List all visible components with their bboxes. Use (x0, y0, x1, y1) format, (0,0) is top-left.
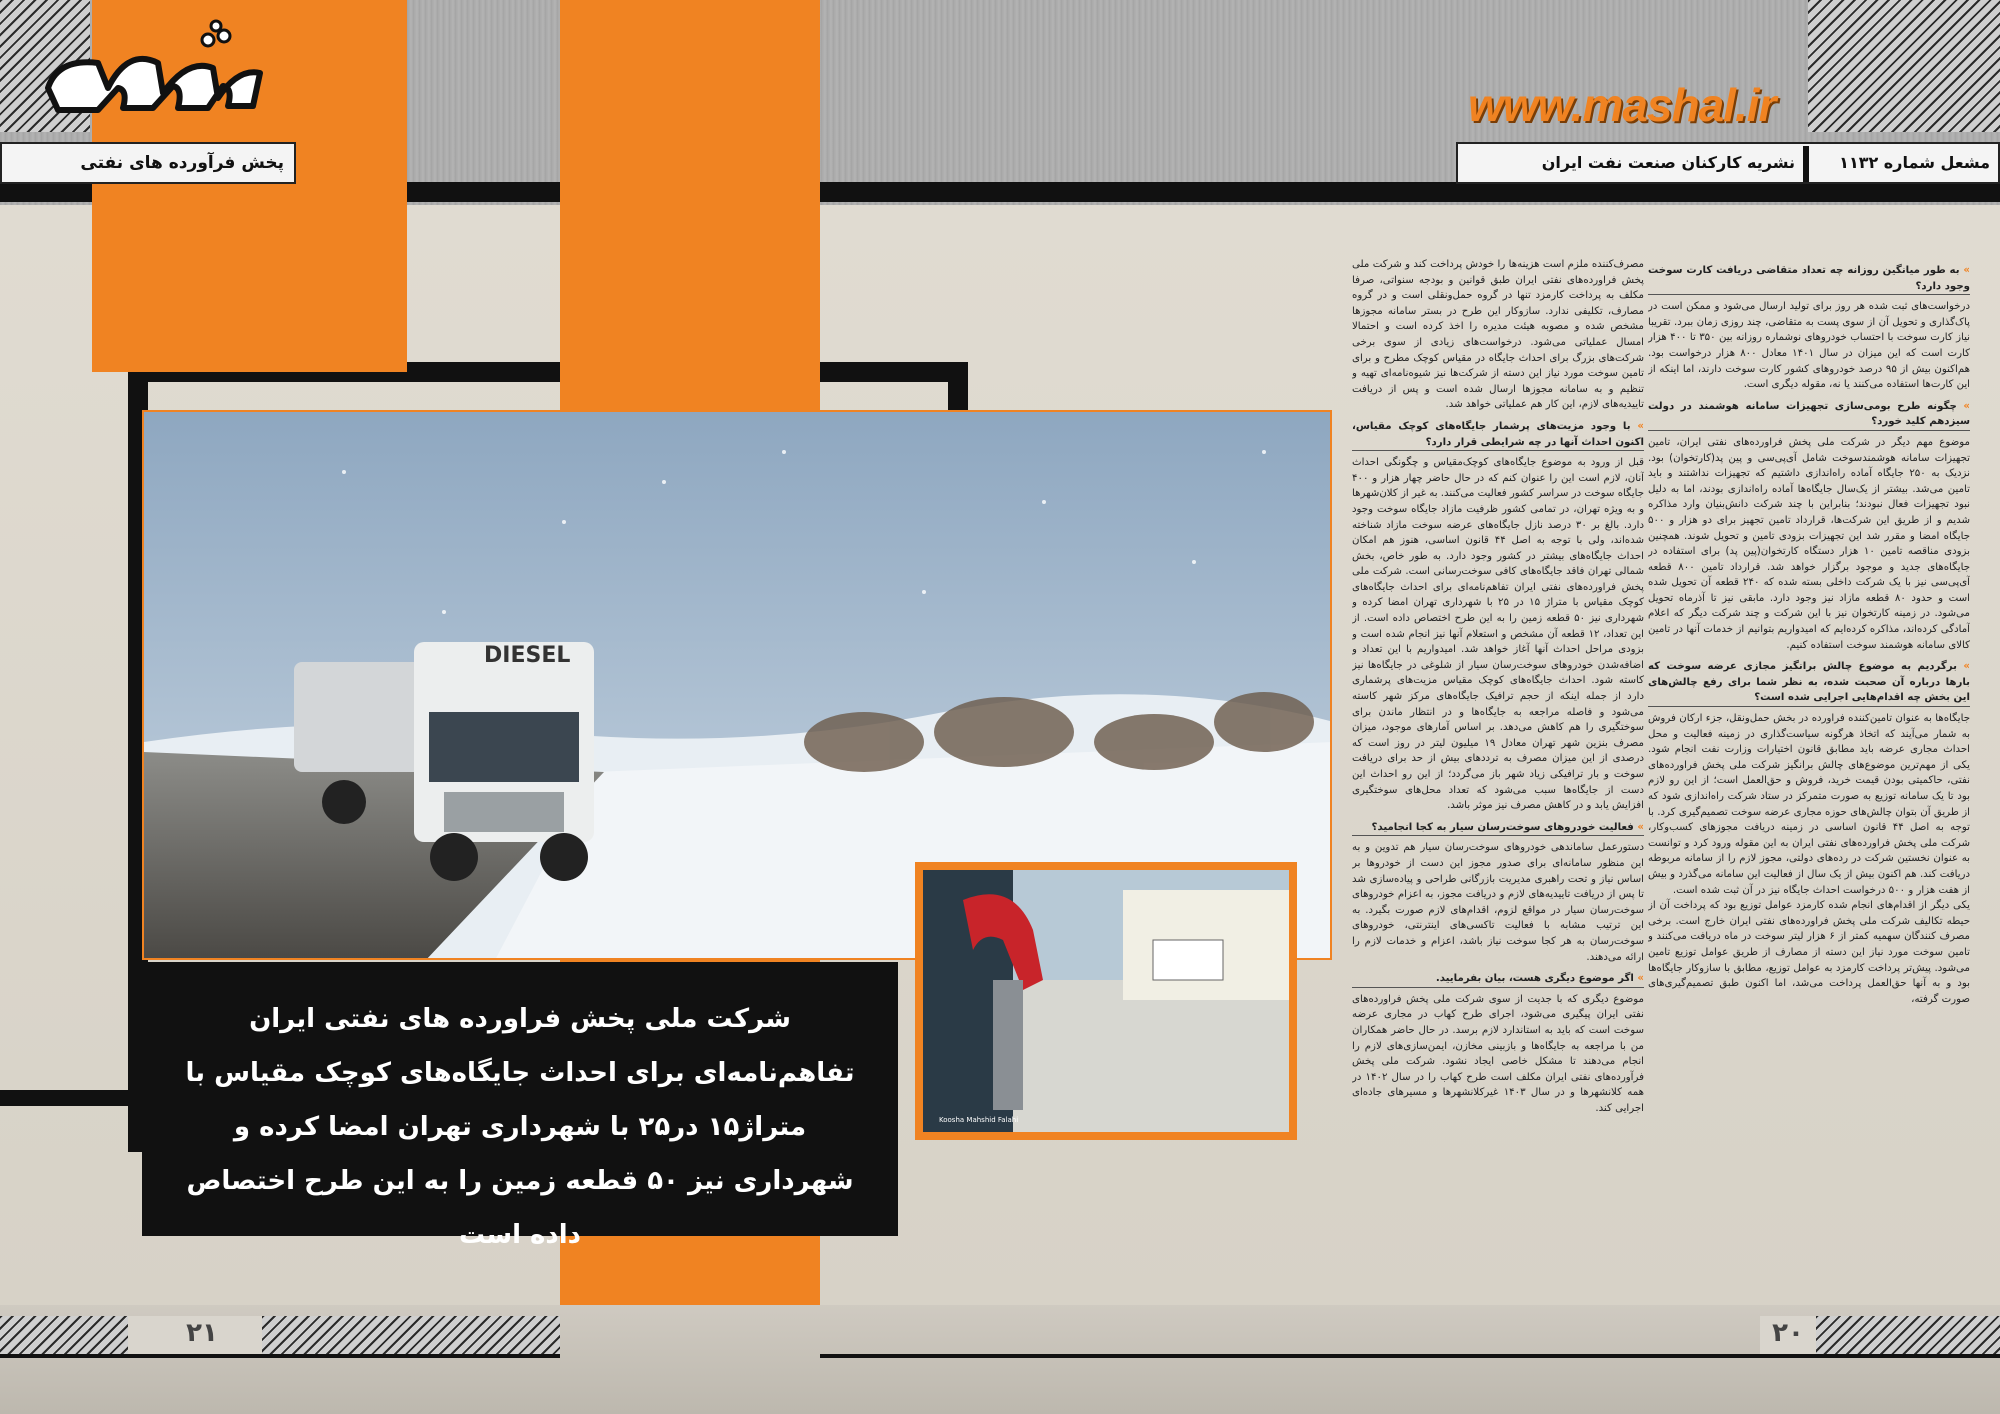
left-a0: مصرف‌کننده ملزم است هزینه‌ها را خودش پرداخت کند و شرکت ملی پخش فراورده‌های نفتی ایران طبق قوانین و بودجه سنواتی، صرفا مکلف به پرداخت کارمزد تنها در گروه حمل‌ونقلی است و در گروه مصارف، تکلیفی ندارد. سازوکار این طرح در بستر سامانه مجوزها مشخص شده و مصوبه هیئت مدیره را اخذ کرده است و احتمالا امسال عملیاتی می‌شود. درخواست‌های زیادی از سوی برخی شرکت‌های بزرگ برای احداث جایگاه در مقیاس کوچک مطرح و برای تامین سوخت مورد نیاز این دسته از شرکت‌ها نیز شیوه‌نامه‌ای تهیه و تنظیم و به سامانه مجوزها ارسال شده است و پس از دریافت تاییدیه‌های لازم، این کار هم عملیاتی خواهد شد. (1352, 259, 1644, 411)
issue-number: مشعل شماره ۱۱۳۲ (1839, 153, 1990, 172)
issue-divider (1803, 146, 1809, 182)
right-q1: » به طور میانگین روزانه چه تعداد متقاضی دریافت کارت سوخت وجود دارد؟ (1648, 263, 1970, 295)
left-q3: » اگر موضوع دیگری هست، بیان بفرمایید. (1352, 971, 1644, 988)
bottom-rule-right (820, 1354, 2000, 1358)
right-a1: درخواست‌های ثبت شده هر روز برای تولید ارسال می‌شود و ممکن است در پاک‌گذاری و تحویل آن از سوی پست به متقاضی، چند روزی زمان ببرد. تقریبا نیاز کارت سوخت با احتساب خودروهای نوشماره روزانه بین ۳۵۰ تا ۴۰۰ هزار کارت است که این میزان در سال ۱۴۰۱ معادل ۸۰۰ هزار درخواست بود. هم‌اکنون بیش از ۹۵ درصد خودروهای کشور کارت سوخت دارند، اما اینکه از این کارت‌ها استفاده می‌کنند یا نه، مقوله دیگری است. (1648, 301, 1970, 391)
left-q1: » با وجود مزیت‌های پرشمار جایگاه‌های کوچک مقیاس، اکنون احداث آنها در چه شرایطی قرار دارد؟ (1352, 419, 1644, 451)
right-q2: » چگونه طرح بومی‌سازی تجهیزات سامانه هوشمند در دولت سیزدهم کلید خورد؟ (1648, 399, 1970, 431)
left-a3: موضوع دیگری که با جدیت از سوی شرکت ملی پخش فراورده‌های نفتی ایران پیگیری می‌شود، اجرای طرح کهاب در مجاری عرضه سوخت است که باید به استاندارد لازم برسد. در حال حاضر همکاران من با مراجعه به جایگاه‌ها و بازبینی مخازن، ایمن‌سازی‌های لازم را انجام می‌دهند تا مشکل خاصی ایجاد نشود. شرکت ملی پخش فرآورده‌های نفتی ایران مکلف است طرح کهاب را در سال ۱۴۰۲ در همه کلانشهرها و در سال ۱۴۰۳ غیرکلانشهرها و مسیرهای جاده‌ای اجرایی کند. (1352, 993, 1644, 1114)
truck-label: DIESEL (484, 643, 571, 668)
bottom-hatch-left (0, 1316, 128, 1354)
bottom-rule-left (0, 1354, 560, 1358)
fuel-nozzle-icon (923, 870, 1289, 1132)
right-a4: یکی دیگر از اقدام‌های انجام شده کارمزد عوامل توزیع بود که پرداخت آن از حیطه تکالیف شرکت ملی پخش فراورده‌های نفتی ایران خارج است. برخی مصرف کنندگان سهمیه کمتر از ۶ هزار لیتر سوخت در ماه دریافت می‌کنند و تامین سوخت مورد نیاز این دسته از مصارف از طریق عوامل توزیع تامین می‌شود. پیش‌تر پرداخت کارمزد به عوامل توزیع، مطابق با سازوکار جایگاه‌ها بود و به آنها حق‌العمل پرداخت می‌شد، اما اکنون طبق تصمیم‌گیری‌های صورت گرفته، (1648, 900, 1970, 1005)
publication-name: نشریه کارکنان صنعت نفت ایران (1541, 153, 1795, 172)
left-page-text-column (1352, 257, 1644, 1267)
headline-text: شرکت ملی پخش فراورده های نفتی ایران تفاهم‌نامه‌ای برای احداث جایگاه‌های کوچک مقیاس با متراژ۱۵ در۲۵ با شهرداری تهران امضا کرده و شهرداری نیز ۵۰ قطعه زمین را به این طرح اختصاص داده است (185, 1004, 855, 1250)
top-hatch-right (1808, 0, 2000, 132)
page-number-left: ۲۱ (186, 1318, 218, 1348)
right-page-text-column (1648, 257, 1970, 1267)
mashal-logo (38, 18, 268, 118)
frame-bar-bottom (0, 1090, 148, 1106)
mashal-logo-icon (38, 18, 268, 118)
fuel-nozzle-photo (915, 862, 1297, 1140)
left-a1: قبل از ورود به موضوع جایگاه‌های کوچک‌مقیاس و چگونگی احداث آنان، لازم است این را عنوان کنم که در حال حاضر چهار هزار و ۴۰۰ جایگاه سوخت در سراسر کشور فعالیت می‌کنند. به غیر از کلان‌شهرها و به ویژه تهران، در تمامی کشور ظرفیت مازاد جایگاه سوخت وجود دارد. بالغ بر ۳۰ درصد نازل جایگاه‌های عرضه سوخت مازاد شناخته شده‌اند، ولی با توجه به اصل ۴۴ قانون اساسی، هنوز هم امکان احداث جایگاه‌های بیشتر در کشور وجود دارد. به طور خاص، بخش شمالی تهران فاقد جایگاه‌های کافی سوخت‌رسانی است. شرکت ملی پخش فراورده‌های نفتی ایران تفاهم‌نامه‌ای برای احداث جایگاه‌های کوچک مقیاس با متراژ ۱۵ در ۲۵ با شهرداری تهران امضا کرده و شهرداری نیز ۵۰ قطعه زمین را به این طرح اختصاص داده است. از این تعداد، ۱۲ قطعه آن مشخص و استعلام آنها نیز انجام شده است و بزودی مراحل احداث آنها آغاز خواهد شد. امیدواریم با این تعداد و اضافه‌شدن خودروهای سوخت‌رسان سیار از شلوغی در جایگاه‌ها نیز کاسته شود. احداث جایگاه‌های کوچک مقیاس مزیت‌های پرشماری دارد از جمله اینکه از حجم ترافیک جایگاه‌های مرکز شهر کاسته می‌شود و فاصله مراجعه به جایگاه‌ها و در انتظار ماندن برای سوختگیری را هم کاهش می‌دهد. بر اساس آمارهای موجود، میزان مصرف بنزین شهر تهران معادل ۱۹ میلیون لیتر در روز است که درصدی از این میزان مصرف به ترددهای بیش از حد برای دریافت سوخت و بار ترافیکی زیاد شهر باز می‌گردد؛ از این رو احداث این دست از جایگاه‌ها سبب می‌شود که تعداد محل‌های سوختگیری افزایش یابد و در کاهش مصرف نیز موثر باشد. (1352, 457, 1644, 812)
right-a2: موضوع مهم دیگر در شرکت ملی پخش فراورده‌های نفتی ایران، تامین تجهیزات سامانه هوشمندسوخت شامل آی‌پی‌سی و پین پد(کارتخوان) بود. نزدیک به ۲۵۰ جایگاه آماده راه‌اندازی داشتیم که تجهیزات نداشتند و باید تامین می‌شد. بیشتر از یک‌سال جایگاه‌ها آماده راه‌اندازی بودند، اما به دلیل نبود تجهیزات فعال نبودند؛ بنابراین با چند شرکت دانش‌بنیان وارد مذاکره شدیم و از طریق این شرکت‌ها، قرارداد تامین تجهیز برای دو هزار و ۵۰۰ جایگاه امضا و مقرر شد این تجهیزات بزودی تامین و تحویل شوند. همچنین بزودی مناقصه تامین ۱۰ هزار دستگاه کارتخوان(پین پد) برای استفاده در جایگاه‌های جدید و موجود برگزار خواهد شد. قرارداد تامین ۸۰۰ قطعه آی‌پی‌سی نیز با یک شرکت داخلی بسته شده که ۲۴۰ قطعه آن تحویل شده است و حدود ۸۰ قطعه مازاد نیز وجود دارد. مابقی نیز تا آذرماه تحویل می‌شود. در زمینه کارتخوان نیز با این شرکت و چند شرکت دیگر که اعلام آمادگی کرده‌اند، مذاکره کرده‌ایم که امیدواریم بتوانیم از خدمات آنها در تامین کالای سامانه هوشمند سوخت استفاده کنیم. (1648, 436, 1970, 651)
left-q2: » فعالیت خودروهای سوخت‌رسان سیار به کجا انجامید؟ (1352, 820, 1644, 837)
website-label[interactable]: www.mashal.ir (1468, 79, 1776, 131)
page-number-right: ۲۰ (1772, 1318, 1804, 1348)
photo-credit: Koosha Mahshid Falahi (939, 1116, 1019, 1124)
right-a3: جایگاه‌ها به عنوان تامین‌کننده فراورده در بخش حمل‌ونقل، جزء ارکان فروش به شمار می‌آیند که اتخاذ هرگونه سیاست‌گذاری در زمینه فعالیت و محل احداث مجاری عرضه باید مطابق قانون اختیارات وزارت نفت انجام شود. یکی از مهم‌ترین موضوع‌های چالش برانگیز شرکت ملی پخش فراورده‌های نفتی، حاکمیتی بودن قیمت خرید، فروش و حق‌العمل است؛ از این رو لازم بود تا یک سامانه توزیع به صورت متمرکز در ستاد شرکت راه‌اندازی شود که از طریق آن بتوان چالش‌های حوزه مجاری عرضه سوخت تصمیم‌گیری کرد. با توجه به اصل ۴۴ قانون اساسی در زمینه دریافت مجوزهای کسب‌وکار، شرکت ملی پخش فراورده‌های نفتی ایران به این مقوله ورود کرد و توانست به عنوان نخستین شرکت در رده‌های دولتی، مجوز لازم را از سامانه مربوطه دریافت کند. هم اکنون بیش از یک سال از فعالیت این سامانه می‌گذرد و بیش از هفت هزار و ۵۰۰ درخواست احداث جایگاه نیز در آن ثبت شده است. (1648, 713, 1970, 896)
headline-box (142, 962, 898, 1250)
bottom-hatch-right (1816, 1316, 2000, 1354)
left-a2: دستورعمل ساماندهی خودروهای سوخت‌رسان سیار هم تدوین و به این منظور سامانه‌ای برای صدور مجوز این دست از خودروها بر اساس نیاز و تحت راهبری مدیریت بازرگانی طراحی و پیاده‌سازی شد تا پس از دریافت تاییدیه‌های لازم و دریافت مجوز، به اعزام خودروهای سوخت‌رسان سیار در مواقع لزوم، اقدام‌های لازم صورت بگیرد. به این ترتیب مشابه با فعالیت تاکسی‌های اینترنتی، خودروهای سوخت‌رسان به هر کجا سوخت نیاز باشد، اعزام و خدمات لازم را ارائه می‌دهند. (1352, 842, 1644, 963)
bottom-hatch-mid (262, 1316, 560, 1354)
right-q3: » برگردیم به موضوع چالش برانگیز مجازی عرضه سوخت که بارها درباره آن صحبت شده، به نظر شما برای رفع چالش‌های این بخش چه اقدام‌هایی اجرایی شده است؟ (1648, 659, 1970, 707)
section-title: پخش فرآورده های نفتی (80, 153, 284, 173)
